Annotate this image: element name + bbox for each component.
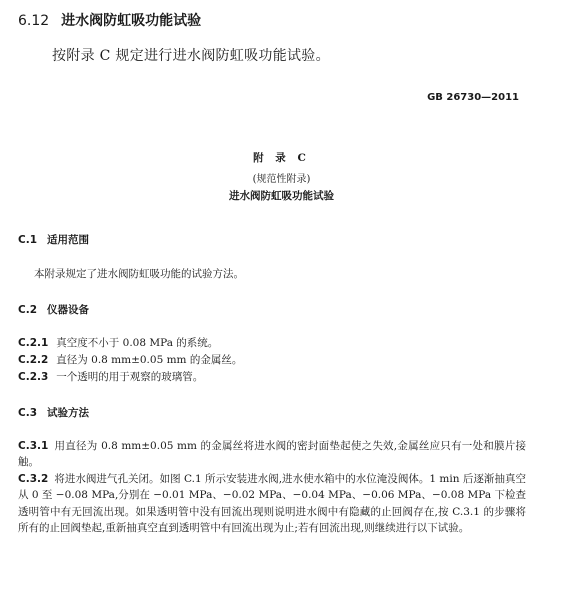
appendix-subtitle: (规范性附录) [252, 174, 311, 185]
c1-text: 本附录规定了进水阀防虹吸功能的试验方法。 [34, 268, 244, 280]
c2-item-text: 直径为 0.8 mm±0.05 mm 的金属丝。 [56, 354, 243, 366]
section-heading [18, 10, 201, 30]
heading-c3-title: 试验方法 [47, 407, 90, 419]
c2-item-number: C.2.3 [18, 371, 49, 383]
heading-c2-number: C.2 [18, 304, 38, 316]
c2-item-text: 真空度不小于 0.08 MPa 的系统。 [56, 337, 219, 349]
c3-p2-text: 将进水阀进气孔关闭。如图 C.1 所示安装进水阀,进水使水箱中的水位淹没阀体。1 min 后逐渐抽真空从 0 至 −0.08 MPa,分别在 −0.01 MPa、−0.02 MPa、−0.04 MPa、−0.06 MPa、−0.08 MPa 下检查透明管中有无回流出现。如果透明管中没有回流出现则说明进水阀中有隐藏的止回阀存在,按 C.3.1 的步骤将所有的止回阀垫起,重新抽真空直到透明管中有回流出现为止;若有回流出现,则继续进行以下试验。 [18, 473, 526, 534]
c3-paragraph-1 [18, 438, 526, 471]
heading-c2-title: 仪器设备 [47, 304, 90, 316]
section-title: 进水阀防虹吸功能试验 [61, 13, 202, 29]
appendix-name: 进水阀防虹吸功能试验 [229, 190, 334, 202]
c3-p1-text: 用直径为 0.8 mm±0.05 mm 的金属丝将进水阀的密封面垫起使之失效,金属丝应只有一处和膜片接触。 [18, 440, 526, 469]
heading-c2 [18, 302, 89, 317]
standard-code: GB 26730—2011 [427, 92, 519, 103]
heading-c3-number: C.3 [18, 407, 38, 419]
heading-c1-number: C.1 [18, 234, 38, 246]
c2-item-number: C.2.2 [18, 354, 49, 366]
c2-item [18, 352, 242, 367]
appendix-title: 附 录 C [253, 152, 310, 164]
heading-c1 [18, 232, 89, 247]
c3-p1-number: C.3.1 [18, 440, 49, 452]
c2-item-text: 一个透明的用于观察的玻璃管。 [56, 371, 204, 383]
c2-item [18, 369, 203, 384]
c2-item [18, 335, 218, 350]
c3-paragraph-2 [18, 471, 526, 536]
section-number: 6.12 [18, 13, 50, 29]
section-body: 按附录 C 规定进行进水阀防虹吸功能试验。 [52, 48, 330, 64]
c2-item-number: C.2.1 [18, 337, 49, 349]
heading-c1-title: 适用范围 [47, 234, 90, 246]
heading-c3 [18, 405, 89, 420]
c3-p2-number: C.3.2 [18, 473, 49, 485]
